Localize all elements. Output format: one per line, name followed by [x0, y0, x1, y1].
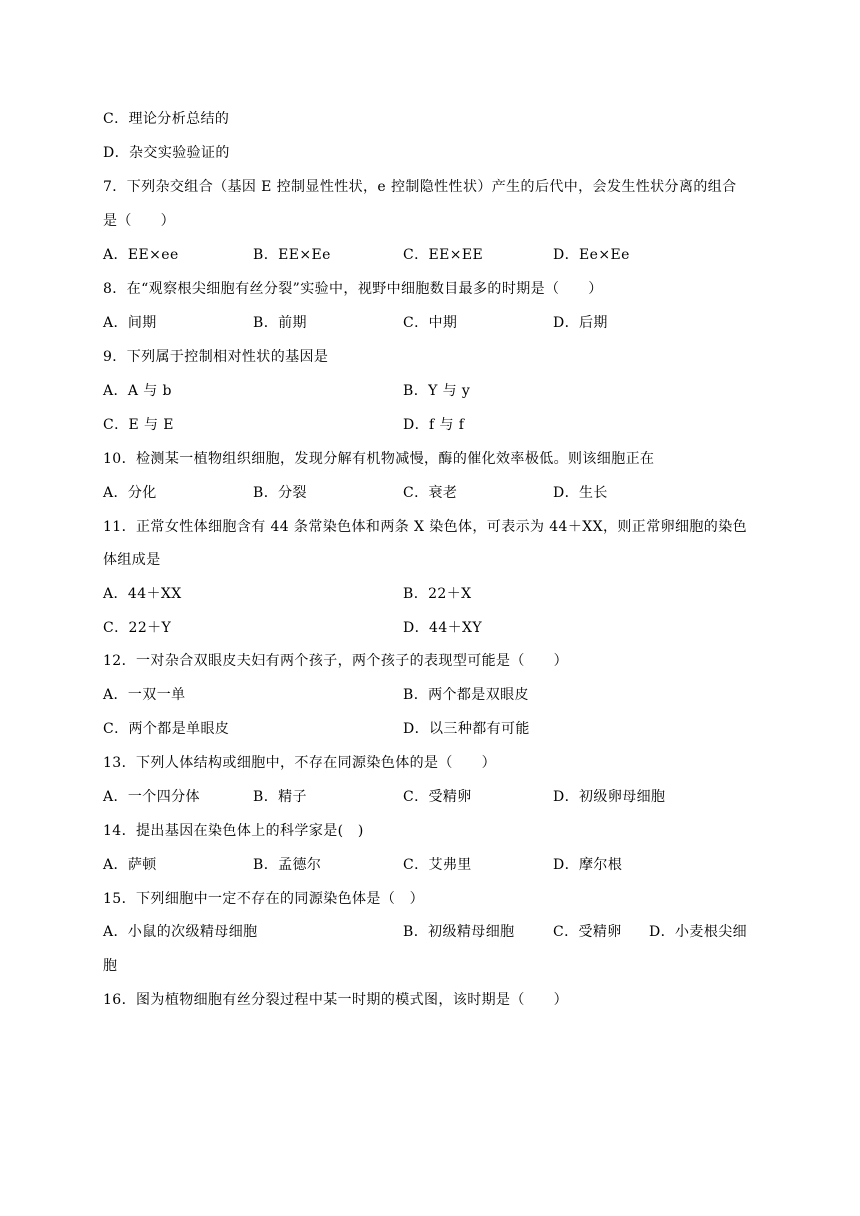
- option-c-line: C．理论分析总结的: [103, 111, 230, 127]
- q15-option-d-cont: 胞: [103, 958, 118, 974]
- q9-option-d: D．f 与 f: [403, 417, 465, 433]
- question-14-stem: 14．提出基因在染色体上的科学家是( ): [103, 823, 364, 839]
- q7-option-d: D．Ee×Ee: [553, 247, 630, 263]
- q11-option-b: B．22＋X: [403, 586, 472, 602]
- q8-option-a: A．间期: [103, 315, 157, 331]
- question-11-stem-cont: 体组成是: [103, 552, 161, 568]
- question-9-stem: 9．下列属于控制相对性状的基因是: [103, 349, 329, 365]
- q15-option-b: B．初级精母细胞: [403, 924, 515, 940]
- q11-option-d: D．44＋XY: [403, 620, 483, 636]
- q8-option-c: C．中期: [403, 315, 458, 331]
- question-16-stem: 16．图为植物细胞有丝分裂过程中某一时期的模式图，该时期是（ ）: [103, 992, 569, 1008]
- q14-option-d: D．摩尔根: [553, 857, 623, 873]
- question-8-stem: 8．在“观察根尖细胞有丝分裂”实验中，视野中细胞数目最多的时期是（ ）: [103, 281, 603, 297]
- q8-option-d: D．后期: [553, 315, 608, 331]
- q7-option-b: B．EE×Ee: [253, 247, 331, 263]
- q12-option-b: B．两个都是双眼皮: [403, 687, 529, 703]
- q9-option-b: B．Y 与 y: [403, 383, 471, 399]
- q12-option-a: A．一双一单: [103, 687, 186, 703]
- q10-option-d: D．生长: [553, 485, 608, 501]
- q13-option-c: C．受精卵: [403, 789, 472, 805]
- q10-option-b: B．分裂: [253, 485, 307, 501]
- q10-option-a: A．分化: [103, 485, 157, 501]
- question-12-stem: 12．一对杂合双眼皮夫妇有两个孩子，两个孩子的表现型可能是（ ）: [103, 653, 569, 669]
- q15-option-c: C．受精卵: [553, 924, 622, 940]
- question-13-stem: 13．下列人体结构或细胞中，不存在同源染色体的是（ ）: [103, 755, 497, 771]
- q13-option-b: B．精子: [253, 789, 307, 805]
- q14-option-b: B．孟德尔: [253, 857, 322, 873]
- q14-option-a: A．萨顿: [103, 857, 157, 873]
- q7-option-a: A．EE×ee: [103, 247, 179, 263]
- q7-option-c: C．EE×EE: [403, 247, 484, 263]
- q11-option-c: C．22＋Y: [103, 620, 172, 636]
- q9-option-c: C．E 与 E: [103, 417, 174, 433]
- question-7-stem: 7．下列杂交组合（基因 E 控制显性性状，e 控制隐性性状）产生的后代中，会发生性状分离的组合: [103, 179, 737, 195]
- q15-option-d: D．小麦根尖细: [649, 924, 748, 940]
- q13-option-d: D．初级卵母细胞: [553, 789, 666, 805]
- question-15-stem: 15．下列细胞中一定不存在的同源染色体是（ ）: [103, 891, 425, 907]
- question-10-stem: 10．检测某一植物组织细胞，发现分解有机物减慢，酶的催化效率极低。则该细胞正在: [103, 451, 655, 467]
- q15-option-a: A．小鼠的次级精母细胞: [103, 924, 258, 940]
- q9-option-a: A．A 与 b: [103, 383, 172, 399]
- question-7-stem-cont: 是（ ）: [103, 213, 175, 229]
- option-d-line: D．杂交实验验证的: [103, 145, 230, 161]
- q8-option-b: B．前期: [253, 315, 307, 331]
- q13-option-a: A．一个四分体: [103, 789, 200, 805]
- q12-option-d: D．以三种都有可能: [403, 721, 530, 737]
- q14-option-c: C．艾弗里: [403, 857, 472, 873]
- q11-option-a: A．44＋XX: [103, 586, 182, 602]
- q12-option-c: C．两个都是单眼皮: [103, 721, 230, 737]
- q10-option-c: C．衰老: [403, 485, 458, 501]
- question-11-stem: 11．正常女性体细胞含有 44 条常染色体和两条 X 染色体，可表示为 44＋XX，则正常卵细胞的染色: [103, 519, 747, 535]
